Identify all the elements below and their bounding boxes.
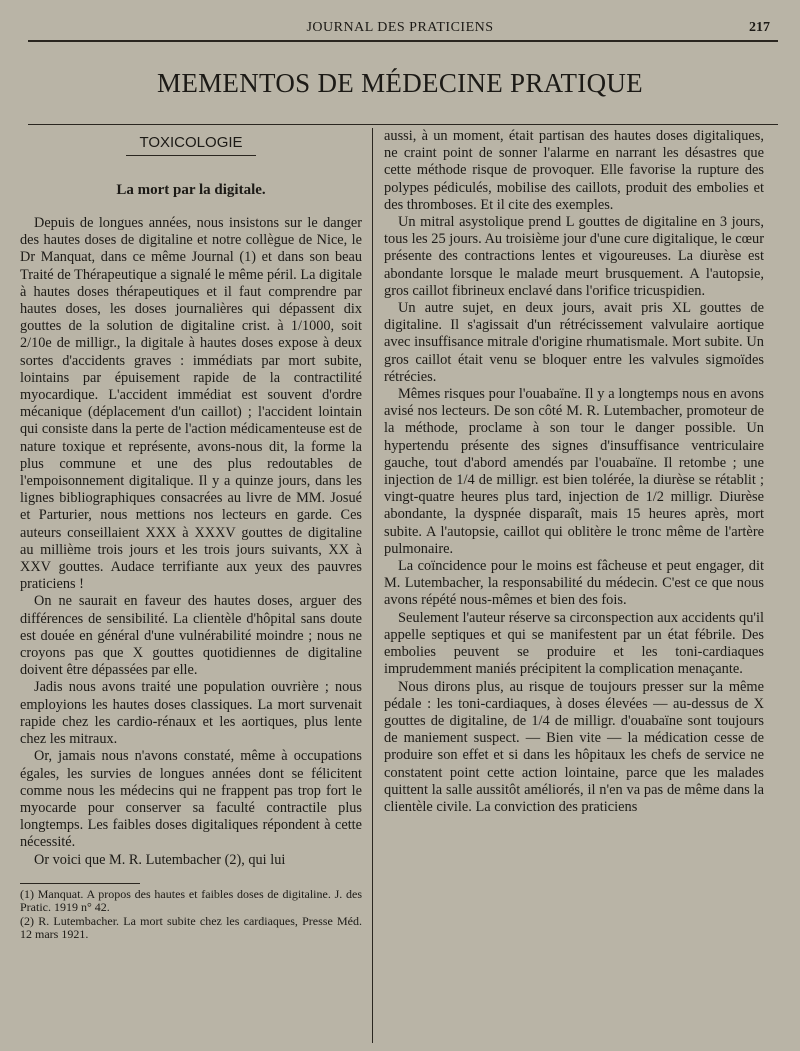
- paragraph: aussi, à un moment, était partisan des hautes doses digitaliques, ne craint point de sonner l'alarme en narrant les désastres que cette méthode risque de provoquer. Elle favorise la rupture des polypes pédiculés, mobilise des caillots, produit des embolies et des thromboses. Et il cite des exemples.: [384, 128, 764, 213]
- paragraph: Jadis nous avons traité une population ouvrière ; nous employions les hautes doses classiques. La mort survenait rapide chez les cardio-rénaux et les aortiques, plus lente chez les mitraux.: [20, 679, 362, 748]
- header-rule: [28, 40, 778, 42]
- footnote: (1) Manquat. A propos des hautes et faibles doses de digitaline. J. des Pratic. 1919 n° 42.: [20, 886, 362, 915]
- column-divider: [372, 128, 373, 1043]
- paragraph: Nous dirons plus, au risque de toujours presser sur la même pédale : les toni-cardiaques, à doses élevées — au-dessus de X gouttes de digitaline, de 1/4 de milligr. d'ouabaïne sont toujours de maniement suspect. — Bien vite — la médication cesse de produire son effet et si dans les hôpitaux les chefs de service ne constatent point cette action lointaine, parce que les malades quittent la salle aussitôt améliorés, il n'en va pas de même dans la clientèle civile. La conviction des praticiens: [384, 678, 764, 815]
- paragraph: Seulement l'auteur réserve sa circonspection aux accidents qu'il appelle septiques et qui se manifestent par un état fébrile. Des embolies peuvent se produire et les toni-cardiaques imprudemment maniés précipitent la complication menaçante.: [384, 609, 764, 678]
- paragraph: Depuis de longues années, nous insistons sur le danger des hautes doses de digitaline et notre collègue de Nice, le Dr Manquat, dans ce même Journal (1) et dans son beau Traité de Thérapeutique a signalé le même péril. La digitale à hautes doses thérapeutiques et il faut comprendre par hautes doses, les doses journalières qui dépassent dix gouttes de la solution de digitaline crist. à 1/1000, soit 2/10e de milligr., la digitale à hautes doses expose à deux sortes d'accidents graves : immédiats par mort subite, lointains par épuisement rapide de la contractilité myocardique. L'accident immédiat est souvent d'ordre mécanique (déplacement d'un caillot) ; l'accident lointain qui consiste dans la perte de l'action médicamenteuse est de nature toxique et représente, avons-nous dit, la forme la plus commune et une des plus redoutables de l'empoisonnement digitalique. Il y a quinze jours, dans les lignes bibliographiques consacrées au livre de MM. Josué et Parturier, nous mettions nos lecteurs en garde. Ces auteurs conseillaient XXX à XXXV gouttes de digitaline au millième trois jours et les trois jours suivants, XX à XXV gouttes. Audace terrifiante aux yeux des pauvres praticiens !: [20, 215, 362, 593]
- paragraph: On ne saurait en faveur des hautes doses, arguer des différences de sensibilité. La clientèle d'hôpital sans doute est douée en général d'une vulnérabilité moindre ; nous ne croyons pas que X gouttes quotidiennes de digitaline doivent être dépassées par elle.: [20, 593, 362, 679]
- article-title: La mort par la digitale.: [116, 182, 266, 198]
- page-number: 217: [749, 20, 770, 35]
- paragraph: La coïncidence pour le moins est fâcheuse et peut engager, dit M. Lutembacher, la responsabilité du médecin. C'est ce que nous avons répété nous-mêmes et bien des fois.: [384, 558, 764, 609]
- footnote: (2) R. Lutembacher. La mort subite chez les cardiaques, Presse Méd. 12 mars 1921.: [20, 913, 362, 942]
- paragraph: Un mitral asystolique prend L gouttes de digitaline en 3 jours, tous les 25 jours. Au troisième jour d'une cure digitalique, le cœur présente des contractions lentes et vigoureuses. La diurèse est abondante lorsque le malade meurt brusquement. A l'autopsie, gros caillot fibrineux enclavé dans l'orifice tricuspidien.: [384, 214, 764, 299]
- title-rule: [28, 124, 778, 125]
- paragraph: Or, jamais nous n'avons constaté, même à occupations égales, les survies de longues années dont se félicitent comme nous les médecins qui ne frappent pas trop fort le myocarde pour conserver sa faculté contractile plus longtemps. Les faibles doses digitaliques répondent à cette nécessité.: [20, 748, 362, 851]
- paragraph: Mêmes risques pour l'ouabaïne. Il y a longtemps nous en avons avisé nos lecteurs. De son côté M. R. Lutembacher, promoteur de la méthode, proclame à son tour le danger possible. Un hypertendu présente des signes d'insuffisance ventriculaire gauche, tout d'abord amendés par l'ouabaïne. Il retombe ; une injection de 1/4 de milligr. est bien tolérée, la diurèse se rétablit ; vingt-quatre heures plus tard, injection de 1/2 milligr. Diurèse abondante, la dyspnée disparaît, mais 15 heures après, mort subite. A l'autopsie, caillot qui oblitère le tronc même de l'artère pulmonaire.: [384, 386, 764, 557]
- running-title: JOURNAL DES PRATICIENS: [306, 20, 494, 35]
- page-title: MEMENTOS DE MÉDECINE PRATIQUE: [157, 68, 643, 98]
- paragraph: Un autre sujet, en deux jours, avait pris XL gouttes de digitaline. Il s'agissait d'un rétrécissement valvulaire aortique avec insuffisance mitrale d'origine rhumatismale. Mort subite. Un gros caillot était venu se bloquer entre les valvules sigmoïdes rétrécies.: [384, 300, 764, 385]
- left-column: [20, 128, 362, 942]
- section-title: TOXICOLOGIE: [139, 134, 243, 151]
- footnote-rule: [20, 883, 140, 884]
- section-rule: [126, 155, 256, 156]
- right-column: [384, 128, 764, 816]
- paragraph: Or voici que M. R. Lutembacher (2), qui lui: [34, 851, 286, 868]
